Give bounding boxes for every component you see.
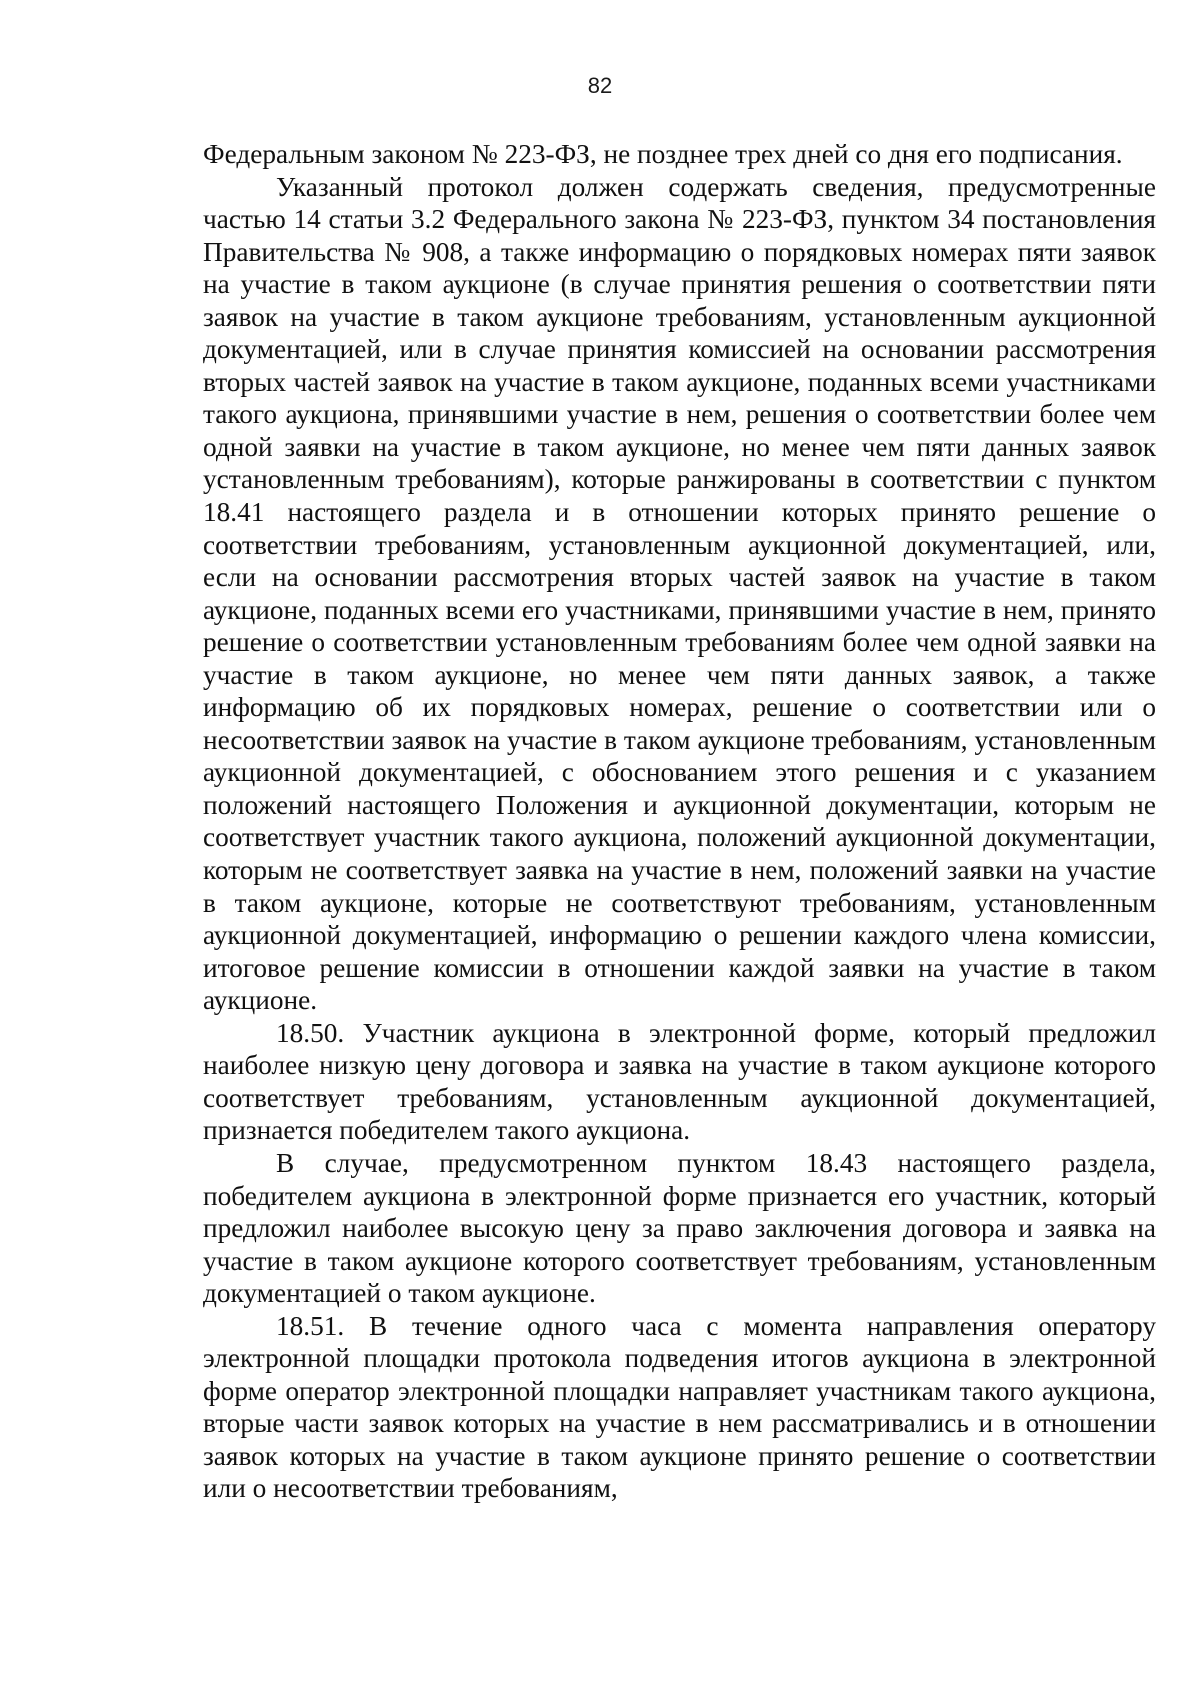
paragraph-protocol-contents: Указанный протокол должен содержать сведения, предусмотренные частью 14 статьи 3.2 Федерального закона № 223-ФЗ, пунктом 34 постановления Правительства № 908, а также информацию о порядковых номерах пяти заявок на участие в таком аукционе (в случае принятия решения о соответствии пяти заявок на участие в таком аукционе требованиям, установленным аукционной документацией, или в случае принятия комиссией на основании рассмотрения вторых частей заявок на участие в таком аукционе, поданных всеми участниками такого аукциона, принявшими участие в нем, решения о соответствии более чем одной заявки на участие в таком аукционе, но менее чем пяти данных заявок установленным требованиям), которые ранжированы в соответствии с пунктом 18.41 настоящего раздела и в отношении которых принято решение о соответствии требованиям, установленным аукционной документацией, или, если на основании рассмотрения вторых частей заявок на участие в таком аукционе, поданных всеми его участниками, принявшими участие в нем, принято решение о соответствии установленным требованиям более чем одной заявки на участие в таком аукционе, но менее чем пяти данных заявок, а также информацию об их порядковых номерах, решение о соответствии или о несоответствии заявок на участие в таком аукционе требованиям, установленным аукционной документацией, с обоснованием этого решения и с указанием положений настоящего Положения и аукционной документации, которым не соответствует участник такого аукциона, положений аукционной документации, которым не соответствует заявка на участие в нем, положений заявки на участие в таком аукционе, которые не соответствуют требованиям, установленным аукционной документацией, информацию о решении каждого члена комиссии, итоговое решение комиссии в отношении каждой заявки на участие в таком аукционе. — [203, 171, 1156, 1016]
page-number: 82 — [587, 73, 613, 98]
paragraph-18-43-case: В случае, предусмотренном пунктом 18.43 настоящего раздела, победителем аукциона в электронной форме признается его участник, который предложил наиболее высокую цену за право заключения договора и заявка на участие в таком аукционе которого соответствует требованиям, установленным документацией о таком аукционе. — [203, 1147, 1156, 1309]
paragraph-18-51: 18.51. В течение одного часа с момента направления оператору электронной площадки протокола подведения итогов аукциона в электронной форме оператор электронной площадки направляет участникам такого аукциона, вторые части заявок которых на участие в нем рассматривались и в отношении заявок которых на участие в таком аукционе принято решение о соответствии или о несоответствии требованиям, — [203, 1310, 1156, 1504]
paragraph-18-50: 18.50. Участник аукциона в электронной форме, который предложил наиболее низкую цену договора и заявка на участие в таком аукционе которого соответствует требованиям, установленным аукционной документацией, признается победителем такого аукциона. — [203, 1017, 1156, 1146]
document-body — [203, 138, 1156, 1505]
paragraph-continuation: Федеральным законом № 223-ФЗ, не позднее трех дней со дня его подписания. — [203, 139, 1123, 169]
